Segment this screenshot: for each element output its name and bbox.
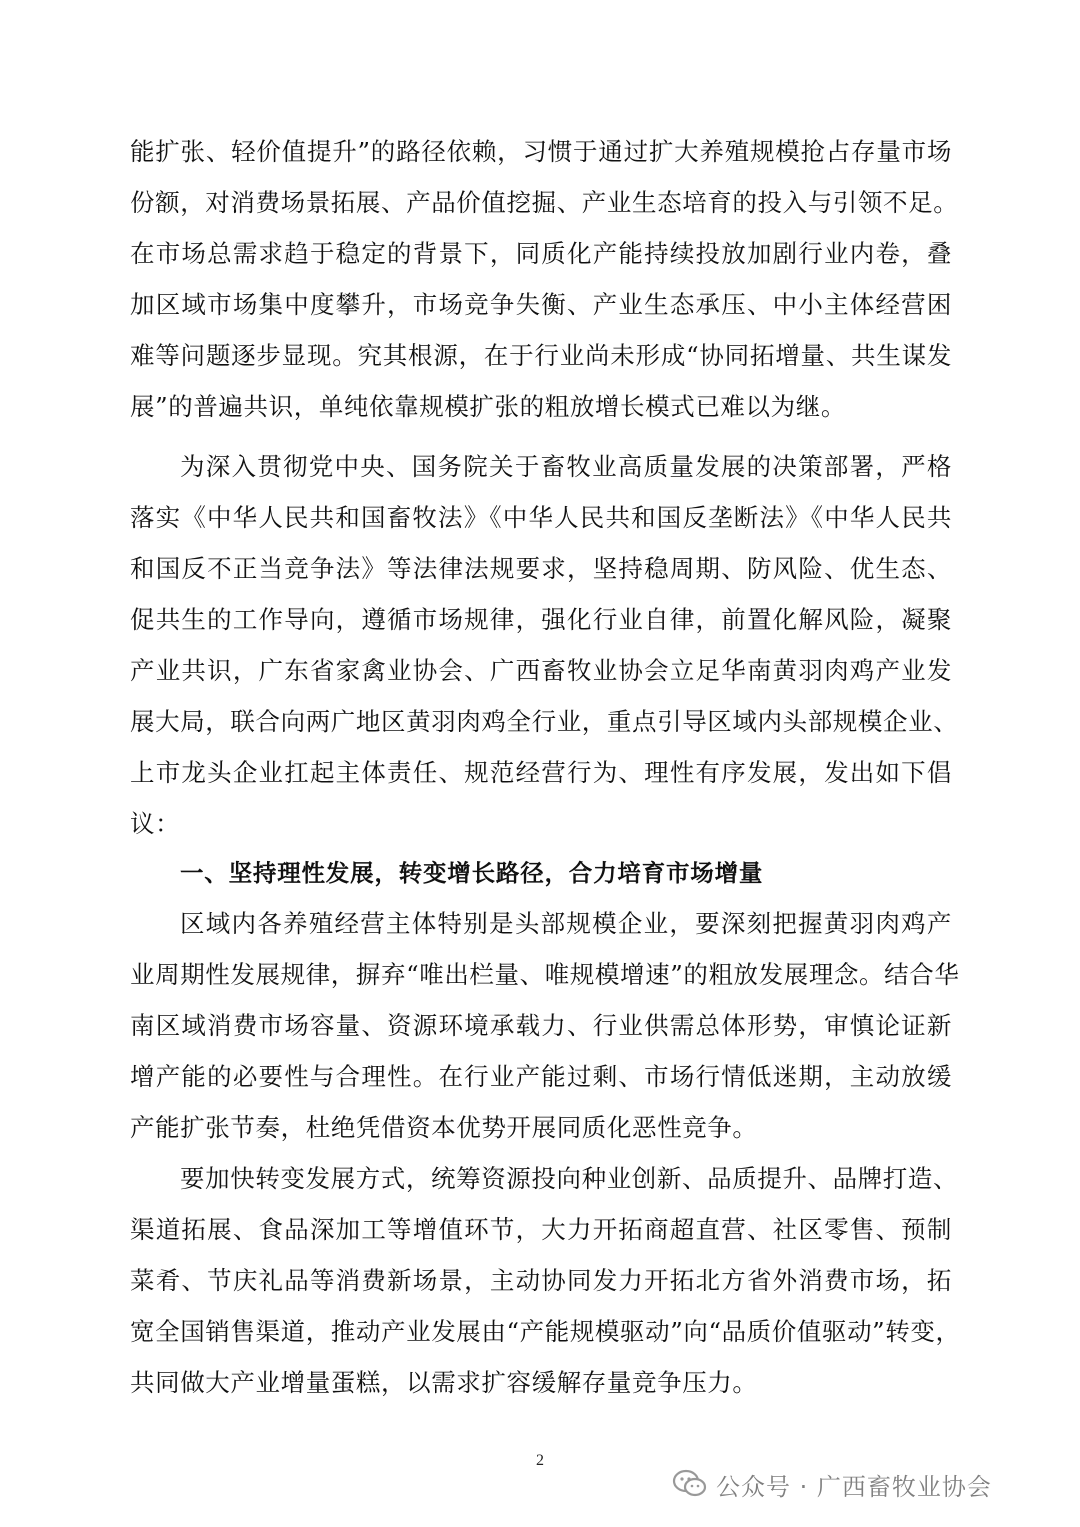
paragraph-line: 南区域消费市场容量、资源环境承载力、行业供需总体形势，审慎论证新 [130,1011,952,1040]
paragraph-line: 产业共识，广东省家禽业协会、广西畜牧业协会立足华南黄羽肉鸡产业发 [130,656,952,685]
watermark [672,1466,992,1502]
paragraph-line: 为深入贯彻党中央、国务院关于畜牧业高质量发展的决策部署，严格 [180,452,952,481]
paragraph-line: 展”的普遍共识，单纯依靠规模扩张的粗放增长模式已难以为继。 [130,392,846,421]
paragraph-line: 加区域市场集中度攀升，市场竞争失衡、产业生态承压、中小主体经营困 [130,290,952,319]
paragraph-line: 促共生的工作导向，遵循市场规律，强化行业自律，前置化解风险，凝聚 [130,605,952,634]
watermark-text: 公众号 · 广西畜牧业协会 [716,1472,992,1501]
paragraph-line: 共同做大产业增量蛋糕，以需求扩容缓解存量竞争压力。 [130,1368,758,1397]
paragraph-line: 落实《中华人民共和国畜牧法》《中华人民共和国反垄断法》《中华人民共 [130,503,952,532]
paragraph-line: 增产能的必要性与合理性。在行业产能过剩、市场行情低迷期，主动放缓 [130,1062,952,1091]
paragraph-line: 宽全国销售渠道，推动产业发展由“产能规模驱动”向“品质价值驱动”转变， [130,1317,961,1346]
paragraph-line: 展大局，联合向两广地区黄羽肉鸡全行业，重点引导区域内头部规模企业、 [130,707,959,736]
paragraph-line: 份额，对消费场景拓展、产品价值挖掘、产业生态培育的投入与引领不足。 [130,188,959,217]
section-heading: 一、坚持理性发展，转变增长路径，合力培育市场增量 [180,859,764,887]
paragraph-line: 在市场总需求趋于稳定的背景下，同质化产能持续投放加剧行业内卷，叠 [130,239,952,268]
paragraph-line: 和国反不正当竞争法》等法律法规要求，坚持稳周期、防风险、优生态、 [130,554,952,583]
wechat-icon [672,1469,708,1499]
paragraph-line: 难等问题逐步显现。究其根源，在于行业尚未形成“协同拓增量、共生谋发 [130,341,952,370]
paragraph-line: 上市龙头企业扛起主体责任、规范经营行为、理性有序发展，发出如下倡 [130,758,952,787]
paragraph-line: 产能扩张节奏，杜绝凭借资本优势开展同质化恶性竞争。 [130,1113,758,1142]
paragraph-line: 要加快转变发展方式，统筹资源投向种业创新、品质提升、品牌打造、 [180,1164,959,1193]
paragraph-line: 能扩张、轻价值提升”的路径依赖，习惯于通过扩大养殖规模抢占存量市场 [130,137,952,166]
page-number: 2 [536,1452,544,1469]
paragraph-line: 渠道拓展、食品深加工等增值环节，大力开拓商超直营、社区零售、预制 [130,1215,952,1244]
paragraph-line: 区域内各养殖经营主体特别是头部规模企业，要深刻把握黄羽肉鸡产 [180,909,952,938]
paragraph-line: 菜肴、节庆礼品等消费新场景，主动协同发力开拓北方省外消费市场，拓 [130,1266,952,1295]
paragraph-line: 业周期性发展规律，摒弃“唯出栏量、唯规模增速”的粗放发展理念。结合华 [130,960,960,989]
paragraph-line: 议： [130,809,181,838]
